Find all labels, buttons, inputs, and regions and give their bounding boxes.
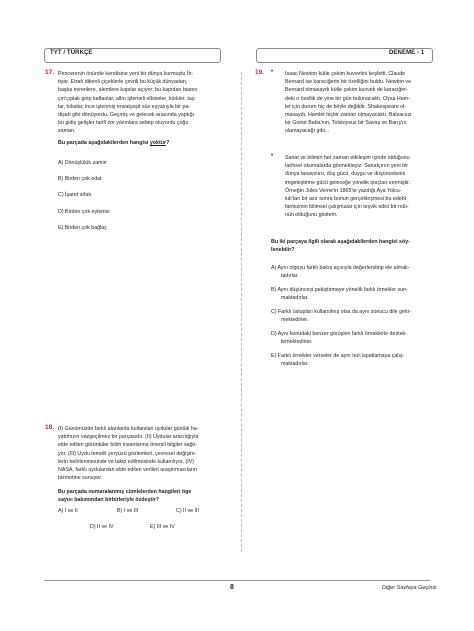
q18-option-b[interactable]: B) I ve III — [117, 508, 139, 514]
q19-option-a[interactable] — [271, 264, 433, 280]
q19-option-b[interactable] — [271, 286, 433, 302]
q19-b2-line: Örneğin Jules Verne'in 1865'te yazdığı Aya Yolcu- — [285, 187, 402, 194]
q18-line: (I) Günümüzde farklı alanlarda kullanılan uydular günlük ha- — [58, 426, 199, 432]
q19-b1-line: Bernard ise karaciğerin bir özelliğini buldu. Newton ve — [285, 79, 412, 86]
q19-option-line: maktadırlar. — [281, 295, 309, 302]
bullet-icon: • — [271, 69, 274, 75]
q18-line: NASA, farklı uydulardan elde edilen verileri araştırmacıların — [58, 467, 197, 474]
q19-option-d[interactable] — [271, 330, 433, 346]
q17-line: çın'çıplak girip kaftanlar, altın işlemeli elbiseler, kürkler, taç- — [58, 95, 197, 102]
q19-b2-line: dünya tasavvuru, düş gücü, duygu ve düşüncelerini — [285, 171, 406, 178]
q18-option-e[interactable]: E) III ve IV — [150, 524, 175, 530]
q17-option-d[interactable]: D) Birden çok eylemsi — [58, 209, 110, 215]
q19-option-line: lemektedirler. — [281, 339, 313, 346]
q19-passage-1 — [285, 70, 433, 136]
q17-line: bu gidiş gelişler tarifi zor yıkımlara sebep oluyordu çoğu — [58, 120, 189, 127]
q19-option-line: B) Aynı düşünceyi pekiştirmeye yönelik farklı örnekler sun- — [271, 287, 408, 293]
q19-b2-line: Sanat ve bilimin her zaman etkileşim içinde olduğunu — [285, 155, 410, 161]
q19-stem-line: lenebilir? — [271, 247, 295, 254]
bullet-icon: • — [271, 153, 274, 159]
q18-stem — [58, 488, 191, 504]
q19-option-line: A) Aynı olguyu farklı bakış açısıyla değerlendirip ele almak- — [271, 265, 410, 271]
q18-stem-line: sayısı bakımından birbirleriyle özdeştir? — [58, 497, 159, 504]
q17-option-b[interactable]: B) Birden çok edat — [58, 176, 102, 182]
q19-option-line: maktadırlar. — [281, 361, 309, 368]
q19-option-line: C) Farklı üslupları kullanılmış olsa da aynı sonucu dile getir- — [271, 309, 412, 315]
q19-option-c[interactable] — [271, 308, 433, 324]
q17-stem: Bu parçada aşağıdakilerden hangisi yoktur? — [58, 140, 170, 146]
q19-option-line: tadırlar. — [281, 273, 299, 280]
q19-option-line: D) Aynı konudaki benzer görüşleri farklı örneklerle destek- — [271, 331, 407, 337]
column-divider — [241, 72, 242, 552]
q18-line: lerin belirlenmesinde ve takip edilmesinde kullanılıyor. (IV) — [58, 458, 195, 465]
q17-option-a[interactable]: A) Dönüşlülük zamiri — [58, 160, 107, 166]
q19-b1-line: Isaac Newton kütle çekim kuvvetini keşfetti. Claude — [285, 71, 406, 77]
q17-line: tiyar. Etrafı dikenli çiçeklerle çevrili bu küçük dünyadan, — [58, 79, 188, 86]
q17-line: zaman. — [58, 128, 76, 135]
q19-option-e[interactable] — [271, 352, 433, 368]
q18-option-c[interactable]: C) II ve III — [176, 508, 199, 514]
footer-rule — [44, 580, 430, 581]
q18-line: yor. (III) Uydu temelli yeryüzü gözlemleri, çevresel değişim- — [58, 450, 197, 457]
q19-b2-line: luk'tan bir asır sonra bunun gerçekleşmesi bu edebî — [285, 196, 407, 203]
q18-stem-line: Bu parçada numaralanmış cümlelerden hangileri öge — [58, 489, 192, 495]
q17-line: başka evrenlere, alemlere kapılar açıyor; bu kapıdan bazen — [58, 87, 198, 94]
q17-number: 17. — [45, 69, 55, 76]
q17-passage — [58, 70, 230, 136]
q19-b1-line: olamayacağı gibi... — [285, 128, 330, 135]
q18-line: yatımızın vazgeçilmez bir parçasıdır. (II) Uydular aracılığıyla — [58, 434, 199, 441]
q19-b1-line: Bernard olmasaydı kütle çekim kuvveti de karaciğer- — [285, 87, 408, 94]
q19-stem — [271, 238, 433, 254]
q17-line: lar, tokalar, ince işlenmiş envaiçeşit süs eşyasıyla bir pa- — [58, 103, 191, 110]
q17-line: Pencerenin önünde kendisine yeni bir dünya kurmuştu İh- — [58, 71, 194, 77]
next-page-note: Diğer Sayfaya Geçiniz. — [382, 585, 438, 591]
q17-line: dişah gibi dönüyordu. Geçmiş ve gelecek arasında yaptığı — [58, 112, 195, 119]
exam-label: DENEME - 1 — [389, 50, 425, 56]
q18-number: 18. — [45, 424, 55, 431]
q18-option-d[interactable]: D) II ve IV — [90, 524, 114, 530]
q19-passage-2 — [285, 154, 433, 220]
q19-stem-line: Bu iki parçaya ilgili olarak aşağıdakilerden hangisi söy- — [271, 239, 410, 245]
q19-b1-line: masaydı, Hamlet hiçbir zaman olmayacaktı. Balzacsız — [285, 112, 412, 119]
q18-line: hizmetine sunuyor. — [58, 475, 103, 482]
q19-b2-line: nün olduğunu gösterir. — [285, 212, 338, 219]
q19-option-line: E) Farklı örnekler verseler de aynı tezi ispatlamaya çalış- — [271, 353, 405, 359]
q18-passage — [58, 425, 230, 482]
q19-b1-line: deki o özellik de yine bir gün bulunacaktı. Oysa Ham- — [285, 95, 410, 102]
q17-option-c[interactable]: C) İşaret sıfatı — [58, 192, 92, 198]
q19-b1-line: bir Goriot Baba'nın, Tolstoysuz bir Savaş ve Barış'ın — [285, 120, 407, 127]
q19-option-line: mektedirler. — [281, 317, 309, 324]
q18-line: elde edilen görüntüler bilim insanlarına önemli bilgiler sağlı- — [58, 442, 197, 449]
subject-label: TYT / TÜRKÇE — [50, 50, 93, 56]
q19-number: 19. — [255, 69, 265, 76]
q17-option-e[interactable]: E) Birden çok bağlaç — [58, 225, 107, 231]
q19-b1-line: let için durum hiç de böyle değildir. Shakespeare ol- — [285, 103, 407, 110]
page-number: 8 — [230, 584, 234, 591]
q18-option-a[interactable]: A) I ve II — [58, 508, 78, 514]
q19-b2-line: fantezinin bilimsel çalışmalar için teşvik edici bir rolü- — [285, 204, 409, 211]
q19-b2-line: tarihsel okumalarda görmekteyiz. Sanatçının yeni bir — [285, 163, 409, 170]
q19-b2-line: imgeleştirme gücü geleceğe yönelik ipuçları vermiştir. — [285, 179, 411, 186]
